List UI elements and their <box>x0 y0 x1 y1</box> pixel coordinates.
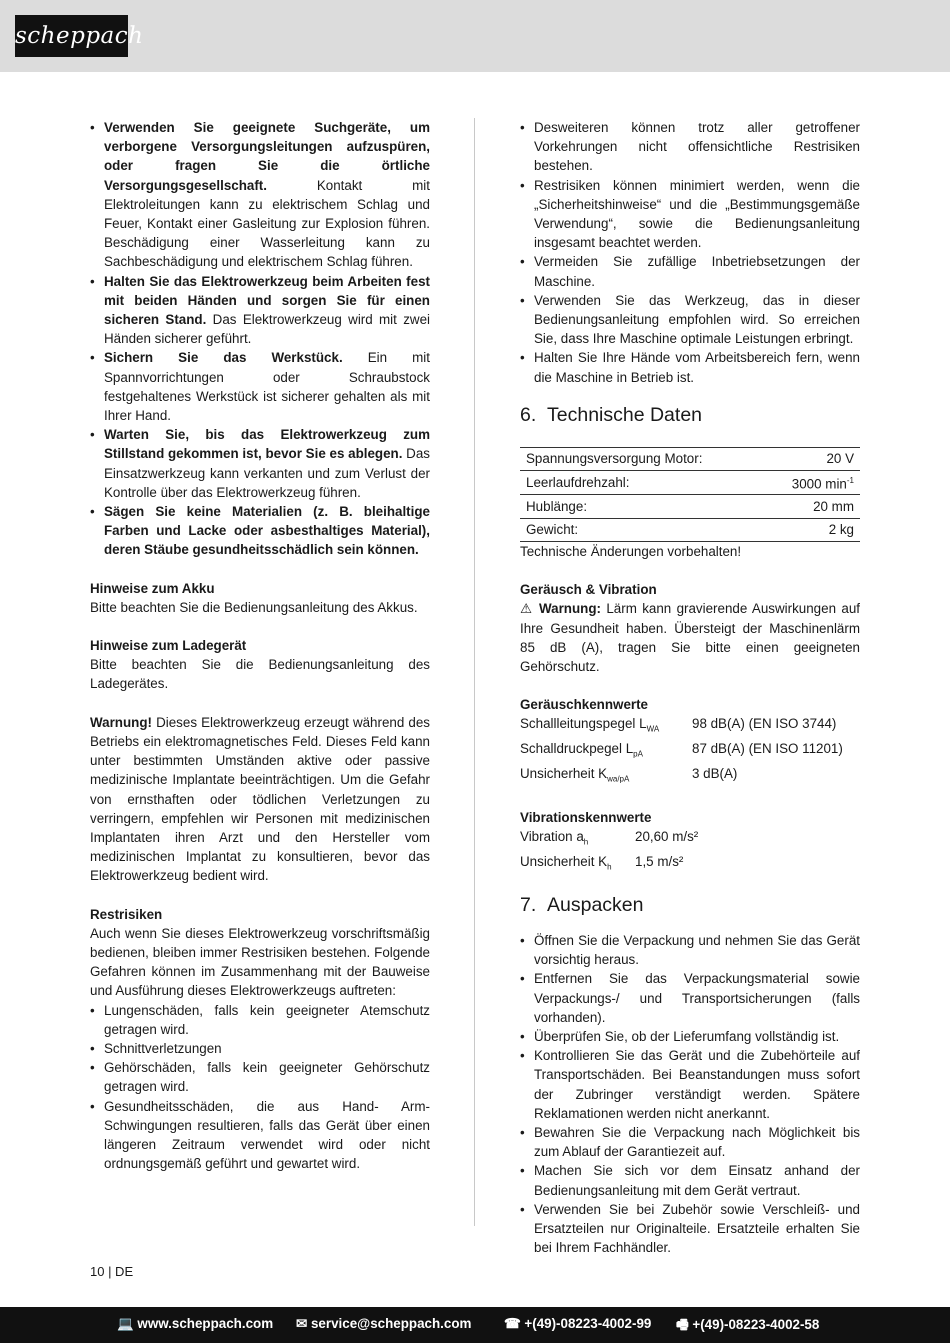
list-item: • Desweiteren können trotz aller getroffener Vorkehrungen nicht offensichtliche Restrisiken bestehen. <box>520 118 860 176</box>
list-item: • Restrisiken können minimiert werden, wenn die „Sicherheitshinweise“ und die „Bestimmungsgemäße Verwendung“, sowie die Bedienungsanleitung insgesamt beachtet werden. <box>520 176 860 253</box>
ladegeraet-text: Bitte beachten Sie die Bedienungsanleitung des Ladegerätes. <box>90 657 430 692</box>
section-6-heading: 6. Technische Daten <box>520 403 703 426</box>
footer-web[interactable]: 💻 www.scheppach.com <box>117 1316 274 1331</box>
list-item: • Schnittverletzungen <box>90 1039 430 1058</box>
vibration-value-row: Vibration $a_h$ 20,60 m/s² <box>520 829 699 847</box>
noise-heading: Geräusch & Vibration <box>520 582 657 598</box>
restrisiken-list-cont <box>520 118 860 387</box>
auspacken-list <box>520 931 860 1257</box>
list-item: • Halten Sie das Elektrowerkzeug beim Arbeiten fest mit beiden Händen und sorgen Sie für einen sicheren Stand. Das Elektrowerkzeug wird mit zwei Händen sicherer geführt. <box>90 272 430 349</box>
footer-mail[interactable]: ✉ service@scheppach.com <box>296 1316 472 1331</box>
noise-warning: ⚠ Warnung: Lärm kann gravierende Auswirkungen auf Ihre Gesundheit haben. Übersteigt der Maschinenlärm 85 dB (A), tragen Sie bitte einen geeigneten Gehörschutz. <box>520 601 860 675</box>
akku-heading: Hinweise zum Akku <box>90 580 215 596</box>
list-item: • Gehörschäden, falls kein geeigneter Gehörschutz getragen wird. <box>90 1058 430 1096</box>
footer-phone[interactable]: ☎ +(49)-08223-4002-99 <box>504 1316 652 1331</box>
warning-paragraph: Warnung! Dieses Elektrowerkzeug erzeugt während des Betriebs ein elektromagnetisches Feld. Dieses Feld kann unter bestimmten Umständen aktive oder passive medizinische Implantate beeinträchtigen. Um die Gefahr von ernsthaften oder tödlichen Verletzungen zu verringern, empfehlen wir Personen mit medizinischen Implantaten ihren Arzt und den Hersteller vom medizinischen Implantat zu konsultieren, bevor das Elektrowerkzeug bedient wird. <box>90 714 430 884</box>
ladegeraet-heading: Hinweise zum Ladegerät <box>90 638 247 654</box>
list-item: • Vermeiden Sie zufällige Inbetriebsetzungen der Maschine. <box>520 252 860 290</box>
list-item: • Warten Sie, bis das Elektrowerkzeug zum Stillstand gekommen ist, bevor Sie es ablegen. Das Einsatzwerkzeug kann verkanten und zum Verlust der Kontrolle über das Elektrowerkzeug führen. <box>90 425 430 502</box>
table-row: Gewicht: 2 kg <box>520 518 860 542</box>
phone-icon: ☎ <box>504 1316 521 1331</box>
list-item: • Kontrollieren Sie das Gerät und die Zubehörteile auf Transportschäden. Bei Beanstandungen muss sofort der Zubringer verständigt werden. Spätere Reklamationen werden nicht anerkannt. <box>520 1046 860 1123</box>
list-item: • Sägen Sie keine Materialien (z. B. bleihaltige Farben und Lacke oder asbesthaltiges Material), deren Stäube gesundheitsschädlich sein können. <box>90 502 430 560</box>
restrisiken-text: Auch wenn Sie dieses Elektrowerkzeug vorschriftsmäßig bedienen, bleiben immer Restrisiken bestehen. Folgende Gefahren können im Zusammenhang mit der Bauweise und Ausführung dieses Elektrowerkzeugs auftreten: <box>90 925 430 999</box>
page-header <box>0 0 950 72</box>
right-column <box>520 118 860 1257</box>
column-divider <box>474 118 475 1226</box>
list-item: • Bewahren Sie die Verpackung nach Möglichkeit bis zum Ablauf der Garantiezeit auf. <box>520 1123 860 1161</box>
table-row: Hublänge: 20 mm <box>520 495 860 519</box>
safety-list <box>90 118 430 560</box>
footer-fax[interactable]: 🖷 +(49)-08223-4002-58 <box>676 1317 820 1332</box>
list-item: • Machen Sie sich vor dem Einsatz anhand der Bedienungsanleitung mit dem Gerät vertraut. <box>520 1161 860 1199</box>
list-item: • Verwenden Sie bei Zubehör sowie Verschleiß- und Ersatzteilen nur Originalteile. Ersatzteile erhalten Sie bei Ihrem Fachhändler. <box>520 1200 860 1258</box>
restrisiken-list <box>90 1001 430 1174</box>
tech-note: Technische Änderungen vorbehalten! <box>520 544 742 560</box>
list-item: • Halten Sie Ihre Hände vom Arbeitsbereich fern, wenn die Maschine in Betrieb ist. <box>520 348 860 386</box>
list-item: • Gesundheitsschäden, die aus Hand- Arm-Schwingungen resultieren, falls das Gerät über einen längeren Zeitraum verwendet wird oder nicht ordnungsgemäß geführt und gewartet wird. <box>90 1097 430 1174</box>
noise-values-heading: Geräuschkennwerte <box>520 697 649 713</box>
tech-data-table <box>520 447 860 542</box>
monitor-icon: 💻 <box>117 1316 134 1331</box>
list-item: • Entfernen Sie das Verpackungsmaterial sowie Verpackungs-/ und Transportsicherungen (falls vorhanden). <box>520 969 860 1027</box>
brand-logo: scheppach <box>15 15 128 57</box>
vibration-value-row: Unsicherheit $K_h$ 1,5 m/s² <box>520 854 684 872</box>
page-number: 10 | DE <box>90 1264 134 1279</box>
list-item: • Verwenden Sie das Werkzeug, das in dieser Bedienungsanleitung empfohlen wird. So erreichen Sie, dass Ihre Maschine optimale Leistungen erbringt. <box>520 291 860 349</box>
akku-text: Bitte beachten Sie die Bedienungsanleitung des Akkus. <box>90 599 418 615</box>
vibration-values-heading: Vibrationskennwerte <box>520 810 652 826</box>
list-item: • Lungenschäden, falls kein geeigneter Atemschutz getragen wird. <box>90 1001 430 1039</box>
list-item: • Sichern Sie das Werkstück. Ein mit Spannvorrichtungen oder Schraubstock festgehaltenes Werkstück ist sicherer gehalten als mit Ihrer Hand. <box>90 348 430 425</box>
left-column <box>90 118 430 1173</box>
list-item: • Öffnen Sie die Verpackung und nehmen Sie das Gerät vorsichtig heraus. <box>520 931 860 969</box>
section-7-heading: 7. Auspacken <box>520 894 644 917</box>
table-row: Spannungsversorgung Motor: 20 V <box>520 447 860 471</box>
noise-value-row: Unsicherheit $K_{wa/pA}$ 3 dB(A) <box>520 766 738 784</box>
restrisiken-heading: Restrisiken <box>90 906 163 922</box>
list-item: • Verwenden Sie geeignete Suchgeräte, um verborgene Versorgungsleitungen aufzuspüren, oder fragen Sie die örtliche Versorgungsgesellschaft. Kontakt mit Elektroleitungen kann zu elektrischem Schlag und Feuer, Kontakt einer Gasleitung zur Explosion führen. Beschädigung einer Wasserleitung kann zu Sachbeschädigung und elektrischem Schlag führen. <box>90 118 430 272</box>
page-footer <box>0 1307 950 1343</box>
list-item: • Überprüfen Sie, ob der Lieferumfang vollständig ist. <box>520 1027 860 1046</box>
table-row: Leerlaufdrehzahl: 3000 $\min^{-1}$ <box>520 471 860 495</box>
noise-value-row: Schallleitungspegel $L_{WA}$ 98 dB(A) (EN ISO 3744) <box>520 716 837 735</box>
fax-icon: 🖷 <box>676 1317 689 1332</box>
noise-value-row: Schalldruckpegel $L_{pA}$ 87 dB(A) (EN ISO 11201) <box>520 741 843 759</box>
warning-triangle-icon: ⚠ <box>520 601 534 617</box>
mail-icon: ✉ <box>296 1316 308 1331</box>
